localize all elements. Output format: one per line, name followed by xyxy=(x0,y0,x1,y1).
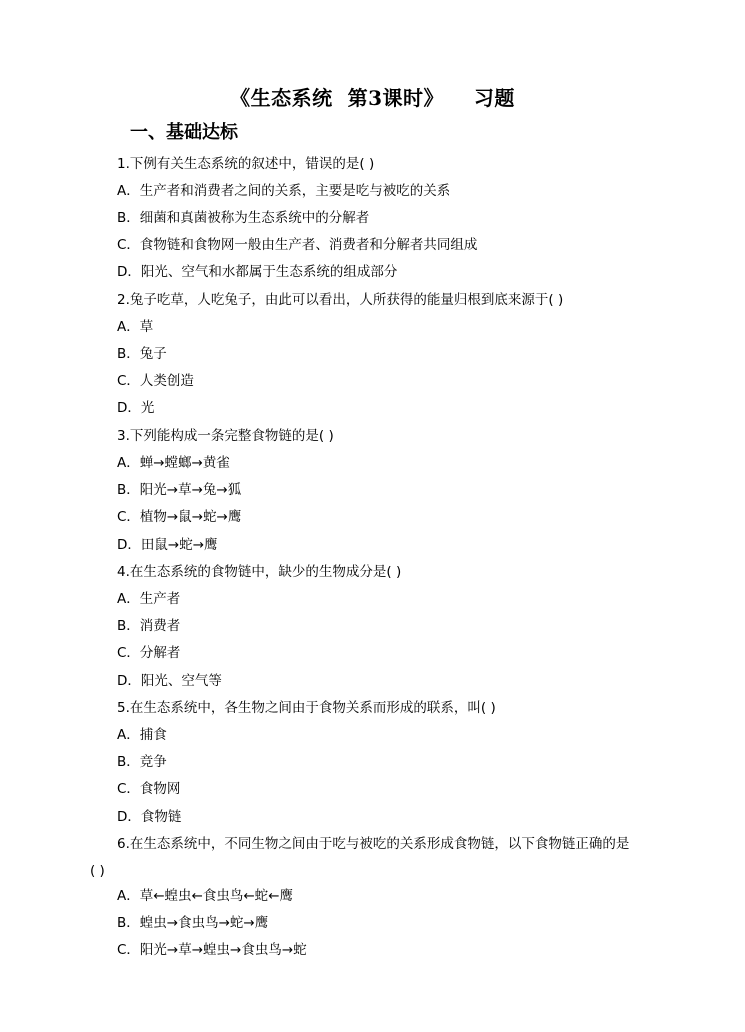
q4-option-d: D．阳光、空气等 xyxy=(117,673,222,689)
section-heading: 一、基础达标 xyxy=(130,122,238,143)
q6-option-b: B．蝗虫→食虫鸟→蛇→鹰 xyxy=(117,915,269,931)
question-6: 6.在生态系统中，不同生物之间由于吃与被吃的关系形成食物链，以下食物链正确的是 xyxy=(117,836,630,852)
q1-option-b: B．细菌和真菌被称为生态系统中的分解者 xyxy=(117,210,370,226)
q1-option-d: D．阳光、空气和水都属于生态系统的组成部分 xyxy=(117,264,398,280)
question-6-continued: ( ) xyxy=(90,863,105,879)
q2-option-c: C．人类创造 xyxy=(117,373,194,389)
q3-option-c: C．植物→鼠→蛇→鹰 xyxy=(117,509,242,525)
q3-option-a: A．蝉→螳螂→黄雀 xyxy=(117,455,230,471)
q3-option-b: B．阳光→草→兔→狐 xyxy=(117,482,242,498)
q4-option-b: B．消费者 xyxy=(117,618,181,634)
page-title: 《生态系统 第3课时》 习题 xyxy=(230,86,515,110)
question-5: 5.在生态系统中，各生物之间由于食物关系而形成的联系，叫( ) xyxy=(117,700,496,716)
q6-option-c: C．阳光→草→蝗虫→食虫鸟→蛇 xyxy=(117,942,307,958)
q5-option-a: A．捕食 xyxy=(117,727,167,743)
q2-option-d: D．光 xyxy=(117,400,155,416)
question-2: 2.兔子吃草，人吃兔子，由此可以看出，人所获得的能量归根到底来源于( ) xyxy=(117,292,564,308)
q1-option-c: C．食物链和食物网一般由生产者、消费者和分解者共同组成 xyxy=(117,237,478,253)
q4-option-a: A．生产者 xyxy=(117,591,181,607)
q1-option-a: A．生产者和消费者之间的关系，主要是吃与被吃的关系 xyxy=(117,183,451,199)
question-1: 1.下例有关生态系统的叙述中，错误的是( ) xyxy=(117,156,375,172)
q5-option-c: C．食物网 xyxy=(117,781,181,797)
q2-option-b: B．兔子 xyxy=(117,346,167,362)
q5-option-d: D．食物链 xyxy=(117,809,182,825)
q6-option-a: A．草←蝗虫←食虫鸟←蛇←鹰 xyxy=(117,888,293,904)
q3-option-d: D．田鼠→蛇→鹰 xyxy=(117,537,218,553)
question-4: 4.在生态系统的食物链中，缺少的生物成分是( ) xyxy=(117,564,402,580)
q2-option-a: A．草 xyxy=(117,319,154,335)
q5-option-b: B．竞争 xyxy=(117,754,167,770)
question-3: 3.下列能构成一条完整食物链的是( ) xyxy=(117,428,334,444)
q4-option-c: C．分解者 xyxy=(117,645,181,661)
